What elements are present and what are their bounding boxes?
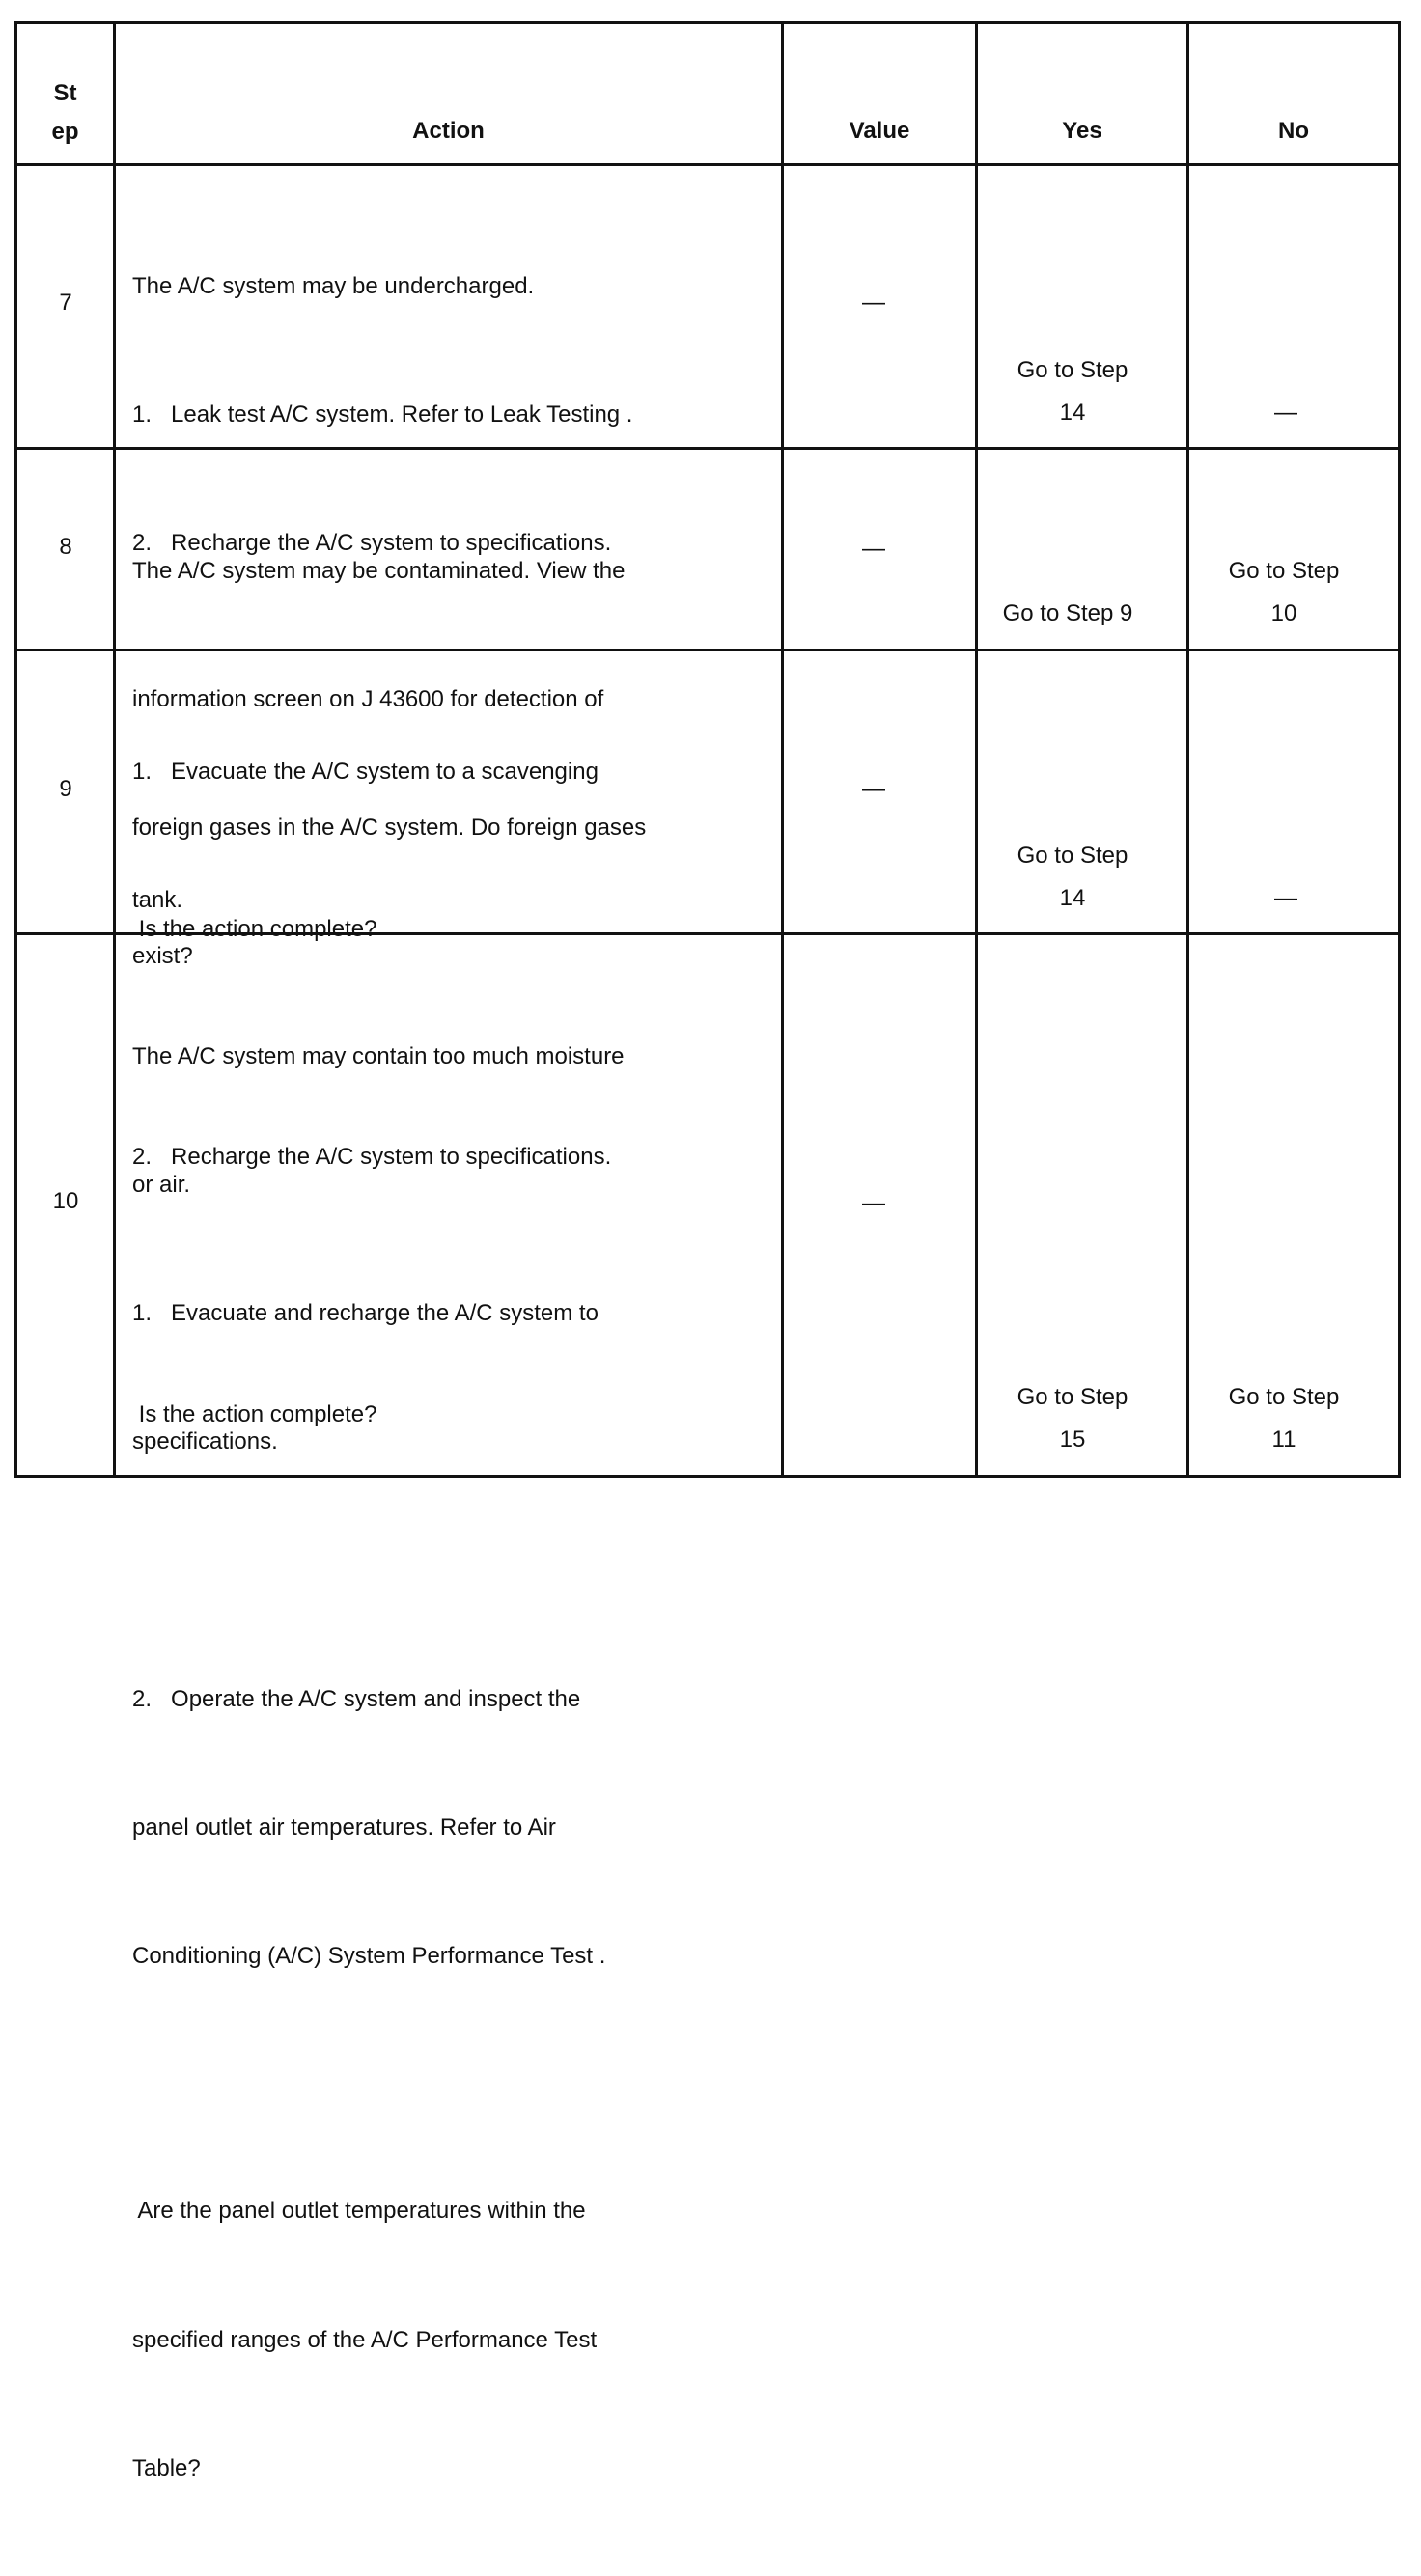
row-9-action-line: tank. [132,887,183,914]
border-left [14,21,17,1478]
row-10-no [1189,1376,1379,1461]
row-10-value: — [862,1190,885,1216]
row-9-yes-line2: 14 [1059,885,1086,911]
row-8-no [1189,550,1379,635]
row-9-yes [978,835,1167,920]
row-8-action-line: The A/C system may be contaminated. View the [132,557,626,584]
row-7-no [1189,392,1382,434]
row-10-step: 10 [52,1188,79,1214]
row-9-value: — [862,776,885,802]
header-action: Action [412,118,485,144]
row-10-action-line [132,2064,760,2105]
row-7-yes [978,349,1167,434]
row-7-value: — [862,290,885,316]
row-10-yes-line2: 15 [1059,1426,1086,1453]
row-10-action-line: Table? [132,2454,201,2481]
border-yes-no [1186,21,1189,1478]
header-no: No [1278,118,1309,144]
row-10-action-line: 2. Operate the A/C system and inspect the [132,1685,581,1712]
row-10-action-line: or air. [132,1172,191,1199]
row-10-action-line: Conditioning (A/C) System Performance Test . [132,1943,606,1970]
header-value: Value [849,118,910,144]
row-10-action [132,950,760,2576]
row-10-action-line: specifications. [132,1428,278,1455]
row-10-no-line1: Go to Step [1228,1384,1340,1410]
row-10-action-line: specified ranges of the A/C Performance Test [132,2326,598,2353]
border-value-yes [975,21,978,1478]
header-step [17,74,113,152]
row-10-action-line: Are the panel outlet temperatures within the [132,2198,586,2225]
row-9-action-line: 1. Evacuate the A/C system to a scavenging [132,758,599,785]
border-right [1398,21,1401,1478]
header-step-line2: ep [51,119,79,145]
row-8-yes-line2: Go to Step 9 [1002,600,1133,626]
row-10-action-line: 1. Evacuate and recharge the A/C system to [132,1300,599,1327]
row-7-step: 7 [59,290,72,316]
row-9-no-line2: — [1274,885,1297,911]
row-7-action-line: The A/C system may be undercharged. [132,272,535,299]
row-8-value: — [862,536,885,562]
border-action-value [781,21,784,1478]
row-10-yes-line1: Go to Step [1017,1384,1128,1410]
row-8-action-line: foreign gases in the A/C system. Do foreign gases [132,815,647,842]
row-8-yes [965,593,1170,635]
row-10-action-line: The A/C system may contain too much moisture [132,1042,625,1069]
row-10-no-line2: 11 [1271,1426,1296,1453]
row-8-action-line: exist? [132,943,193,970]
row-7-action-line: 2. Recharge the A/C system to specifications. [132,530,612,557]
row-8-action-line: information screen on J 43600 for detection of [132,686,604,713]
border-step-action [113,21,116,1478]
row-10-action-line [132,1550,760,1593]
row-8-no-line2: 10 [1270,600,1297,626]
row-10-action-line: panel outlet air temperatures. Refer to Air [132,1814,556,1842]
row-8-no-line1: Go to Step [1228,558,1340,584]
row-9-yes-line1: Go to Step [1017,843,1128,869]
row-9-action-line: 2. Recharge the A/C system to specifications. [132,1144,612,1171]
header-yes: Yes [1062,118,1102,144]
row-7-action-line: Is the action complete? [132,915,377,942]
border-top [14,21,1401,24]
border-header-bottom [14,163,1401,166]
row-7-action-line: 1. Leak test A/C system. Refer to Leak Testing . [132,402,633,429]
row-9-step: 9 [59,776,72,802]
row-7-yes-line2: 14 [1059,400,1086,426]
row-7-no-line2: — [1274,400,1297,426]
header-step-line1: St [53,80,77,106]
row-9-action-line: Is the action complete? [132,1400,377,1427]
row-9-no [1189,877,1382,920]
row-10-yes [978,1376,1167,1461]
row-8-step: 8 [59,534,72,560]
row-7-yes-line1: Go to Step [1017,357,1128,383]
